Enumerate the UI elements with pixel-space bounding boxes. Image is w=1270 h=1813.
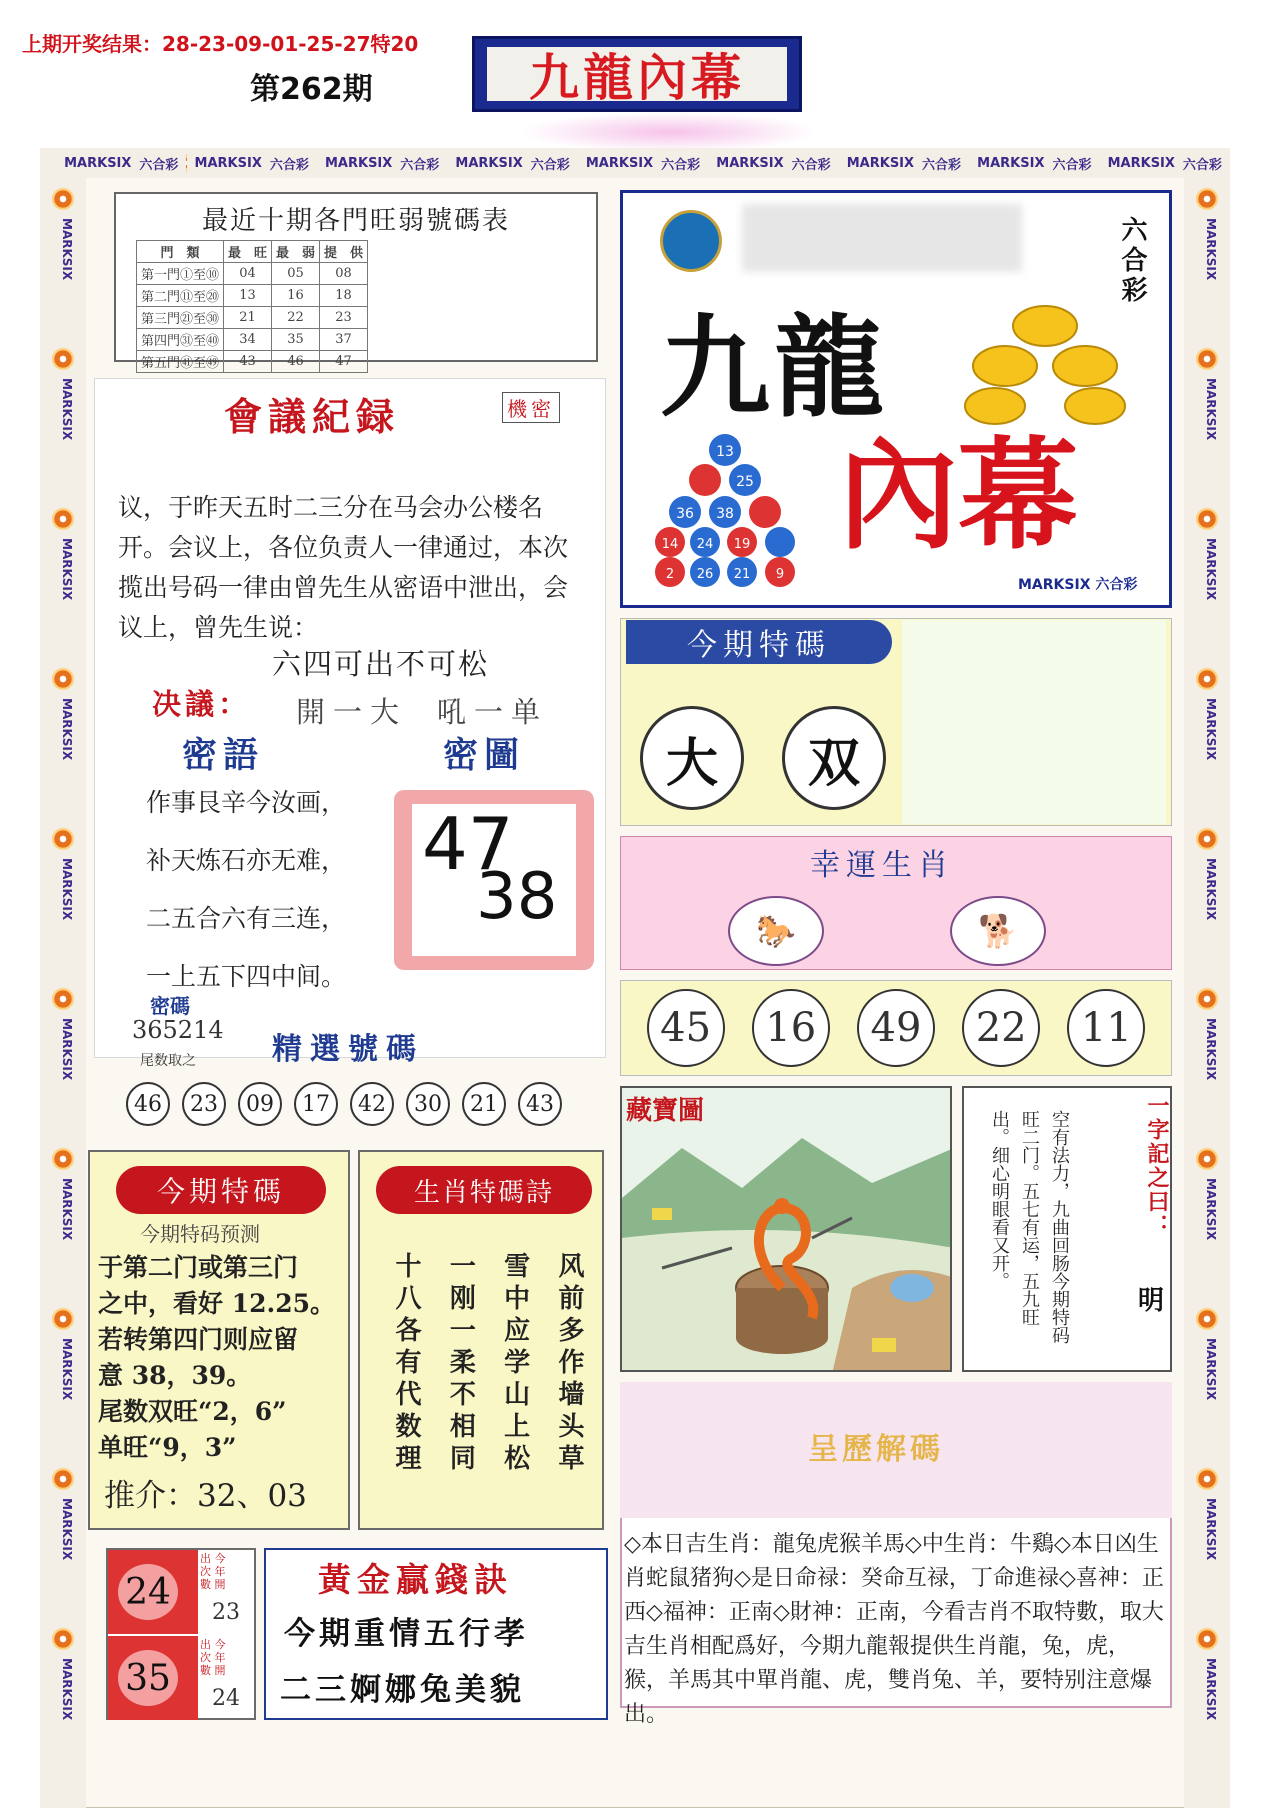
table-cell: 第四門㉛至㊵ (137, 329, 224, 351)
secret-code-note: 尾数取之 (140, 1053, 196, 1069)
treasure-map-panel (620, 1086, 952, 1372)
one-char-title: 一字記之曰： (1144, 1094, 1170, 1238)
number-ball: 46 (126, 1082, 170, 1126)
table-header-row (137, 241, 368, 263)
band-text: MARKSIX (1204, 1658, 1218, 1721)
special-code-ball: 大 (640, 706, 744, 810)
lottery-balls-icon (650, 430, 800, 590)
prediction-line: 之中，看好 12.25。 (98, 1289, 335, 1318)
top-border-band (40, 148, 1230, 178)
table-cell: 05 (272, 263, 320, 285)
five-numbers-panel (620, 980, 1172, 1076)
one-char-text: 空有法力，九曲回肠今期特码旺二门。五七有运，五九旺出。细心明眼看又开。 (989, 1110, 1070, 1344)
table-row (137, 351, 368, 373)
ball-number: 21 (733, 567, 751, 582)
secret-picture (394, 790, 594, 970)
band-text: MARKSIX (1204, 858, 1218, 921)
table-title: 最近十期各門旺弱號碼表 (201, 206, 510, 236)
table-cell: 37 (320, 329, 368, 351)
band-text-cn: 六合彩 (1182, 157, 1222, 173)
table-cell: 46 (272, 351, 320, 373)
poem-column (388, 1252, 425, 1512)
number-stats-panel (106, 1548, 256, 1720)
table-cell: 35 (272, 329, 320, 351)
band-text: MARKSIX (846, 155, 915, 171)
band-text: MARKSIX (60, 218, 74, 281)
decision-label: 决議： (152, 687, 252, 721)
zodiac-poem-title: 生肖特碼詩 (376, 1166, 592, 1214)
band-text: MARKSIX (60, 1338, 74, 1401)
band-text-cn: 六合彩 (269, 157, 309, 173)
band-text: MARKSIX (194, 155, 262, 171)
band-text-cn: 六合彩 (922, 157, 962, 173)
horse-icon: 🐎 (728, 896, 824, 966)
gold-tip-title: 黃金贏錢訣 (318, 1560, 513, 1599)
number-ball: 11 (1067, 989, 1145, 1067)
stat-value: 24 (212, 1686, 240, 1711)
handwritten-number: 47 (422, 802, 514, 886)
number-ball: 09 (238, 1082, 282, 1126)
stat-number-ball: 35 (118, 1650, 178, 1706)
table-cell: 18 (320, 285, 368, 307)
number-ball: 22 (962, 989, 1040, 1067)
ball-number: 38 (716, 506, 734, 522)
flower-icon (1196, 668, 1218, 690)
table-cell: 16 (272, 285, 320, 307)
emblem-logo (660, 210, 722, 272)
column-header: 提 供 (320, 241, 368, 263)
band-text: MARKSIX (324, 155, 393, 171)
right-border-band (1184, 178, 1230, 1808)
confidential-tag: 機密 (502, 392, 560, 423)
band-text: MARKSIX (60, 1178, 74, 1241)
prediction-line: 单旺“9，3” (98, 1433, 237, 1462)
table (136, 240, 368, 373)
flower-icon (52, 828, 74, 850)
column-header: 最 弱 (272, 241, 320, 263)
number-ball: 30 (406, 1082, 450, 1126)
table-row (137, 285, 368, 307)
flower-icon (1196, 508, 1218, 530)
selected-numbers (126, 1082, 606, 1126)
ball-number: 19 (733, 537, 751, 552)
zodiac-poem (388, 1252, 588, 1512)
prediction-subtitle: 今期特码预测 (140, 1222, 260, 1246)
band-text: MARKSIX (455, 155, 523, 171)
band-text: MARKSIX (1204, 1338, 1218, 1401)
table-cell: 04 (224, 263, 272, 285)
stat-label: 出 今 次 年 數 開 (200, 1552, 226, 1591)
flower-icon (52, 188, 74, 210)
secret-code: 365214 (132, 1016, 224, 1044)
column-header: 門 類 (137, 241, 224, 263)
flower-icon (52, 348, 74, 370)
previous-result: 上期开奖结果：28-23-09-01-25-27特20 (22, 32, 419, 56)
table-row (137, 307, 368, 329)
band-text: MARKSIX (60, 1498, 74, 1561)
gold-tip-line: 今期重情五行孝 (284, 1616, 529, 1652)
meeting-title: 會議紀録 (224, 394, 401, 439)
gate-number-table (114, 192, 598, 371)
poem-line: 二五合六有三连， (146, 904, 347, 933)
issue-number: 第262期 (250, 72, 373, 107)
band-text: MARKSIX (716, 155, 784, 171)
band-text-cn: 六合彩 (400, 157, 440, 173)
mark-six-label: 六合彩 (1117, 216, 1147, 306)
table-cell: 43 (224, 351, 272, 373)
flower-icon (52, 668, 74, 690)
flower-icon (1196, 188, 1218, 210)
blurred-area (742, 204, 1022, 272)
band-text: MARKSIX (1107, 155, 1175, 171)
table-cell: 13 (224, 285, 272, 307)
column-header: 最 旺 (224, 241, 272, 263)
prediction-text (98, 1250, 348, 1466)
table-cell: 21 (224, 307, 272, 329)
band-text: MARKSIX (60, 698, 74, 761)
number-ball: 43 (518, 1082, 562, 1126)
poem-column (551, 1252, 588, 1512)
stat-row (108, 1636, 254, 1720)
band-text: MARKSIX (1204, 1018, 1218, 1081)
flower-icon (1196, 828, 1218, 850)
band-text-cn: 六合彩 (139, 157, 179, 173)
band-text: MARKSIX (585, 155, 654, 171)
band-text-cn: 六合彩 (530, 157, 570, 173)
flower-icon (52, 1148, 74, 1170)
treasure-map-title: 藏寶圖 (626, 1096, 705, 1126)
flower-icon (1196, 1308, 1218, 1330)
ball-number: 2 (665, 567, 675, 582)
decision-item: 吼一单 (437, 695, 549, 729)
flower-icon (52, 1308, 74, 1330)
number-ball: 21 (462, 1082, 506, 1126)
one-char-answer: 明 (1138, 1286, 1165, 1316)
prediction-line: 于第二门或第三门 (98, 1253, 299, 1282)
stat-row (108, 1550, 254, 1634)
recommend-text: 推介：32、03 (104, 1478, 307, 1514)
lucky-zodiac-title: 幸運生肖 (810, 848, 954, 883)
table-cell: 23 (320, 307, 368, 329)
almanac-decode-text: ◇本日吉生肖：龍兔虎猴羊馬◇中生肖：牛鷄◇本日凶生肖蛇鼠猪狗◇是日命禄：癸命互禄，丁命進禄◇喜神：正西◇福神：正南◇財神：正南，今看吉肖不取特數，取大吉生肖相配爲好，今期九龍報提供生肖龍，兔，虎，猴，羊馬其中單肖龍、虎，雙肖兔、羊，要特别注意爆出。 (624, 1532, 1164, 1727)
secret-poem (146, 774, 346, 1006)
prediction-line: 尾数双旺“2，6” (98, 1397, 287, 1426)
gold-tip-line: 二三婀娜兔美貌 (280, 1672, 525, 1708)
poem-column (442, 1252, 479, 1512)
ball-number: 9 (775, 567, 785, 582)
stat-value: 23 (212, 1600, 240, 1625)
band-text-cn: 六合彩 (661, 157, 701, 173)
band-text: MARKSIX (1204, 218, 1218, 281)
band-text: MARKSIX (60, 538, 74, 601)
table-cell: 47 (320, 351, 368, 373)
band-text: MARKSIX (60, 858, 74, 921)
band-text: MARKSIX (60, 378, 74, 441)
table-cell: 第三門㉑至㉚ (137, 307, 224, 329)
poem-line: 一上五下四中间。 (146, 962, 347, 991)
number-ball: 16 (752, 989, 830, 1067)
logo-title-neimu: 內幕 (838, 425, 1078, 566)
handwritten-number: 38 (476, 860, 558, 934)
logo-title-jiulong: 九龍 (660, 303, 888, 432)
secret-code-label: 密碼 (150, 994, 190, 1018)
band-text: MARKSIX (1204, 1178, 1218, 1241)
ball-number: 26 (696, 567, 714, 582)
poem-column-text: 风前多作墙头草 (553, 1252, 584, 1476)
special-code-ball: 双 (782, 706, 886, 810)
table-cell: 22 (272, 307, 320, 329)
secret-words-label: 密語 (182, 735, 265, 776)
ball-number: 25 (736, 474, 754, 490)
special-code-title: 今期特碼 (116, 1166, 326, 1214)
secret-picture-label: 密圖 (443, 735, 526, 776)
poem-line: 作事艮辛今汝画， (146, 788, 347, 817)
flower-icon (1196, 1468, 1218, 1490)
flower-icon (1196, 988, 1218, 1010)
ball-number: 14 (661, 537, 679, 552)
ball-number: 36 (676, 506, 694, 522)
poem-column (497, 1252, 534, 1512)
flower-icon (1196, 1148, 1218, 1170)
meeting-body-text: 议，于昨天五时二三分在马会办公楼名开。会议上，各位负责人一律通过，本次揽出号码一律由曾先生从密语中泄出，会议上，曾先生说： (118, 493, 569, 642)
band-text: MARKSIX (64, 155, 132, 171)
almanac-decode-title: 呈歷解碼 (808, 1432, 944, 1467)
header-glow (520, 112, 820, 152)
number-ball: 17 (294, 1082, 338, 1126)
selected-numbers-label: 精選號碼 (272, 1032, 424, 1067)
left-border-band (40, 178, 86, 1808)
treasure-illustration (622, 1088, 952, 1372)
table-row (137, 329, 368, 351)
meeting-verse: 六四可出不可松 (272, 647, 490, 681)
number-ball: 42 (350, 1082, 394, 1126)
flower-icon (52, 988, 74, 1010)
special-code-title: 今期特碼 (626, 620, 892, 664)
decision-item: 開一大 (296, 695, 408, 729)
band-text: MARKSIX (977, 155, 1045, 171)
blurred-area (902, 620, 1166, 824)
flower-icon (52, 1628, 74, 1650)
band-text-cn: 六合彩 (1052, 157, 1092, 173)
poem-line: 补天炼石亦无难， (146, 846, 347, 875)
table-row (137, 263, 368, 285)
flower-icon (1196, 348, 1218, 370)
number-ball: 23 (182, 1082, 226, 1126)
stat-number-ball: 24 (118, 1564, 178, 1620)
band-text: MARKSIX (60, 1658, 74, 1721)
table-cell: 第一門①至⑩ (137, 263, 224, 285)
table-cell: 第二門⑪至⑳ (137, 285, 224, 307)
stat-label: 出 今 次 年 數 開 (200, 1638, 226, 1677)
gold-ingot-icon (960, 296, 1130, 426)
flower-icon (52, 508, 74, 530)
poem-column-text: 一刚一柔不相同 (445, 1252, 476, 1476)
poem-column-text: 十八各有代数理 (391, 1252, 421, 1476)
marksix-label: MARKSIX 六合彩 (1018, 577, 1138, 593)
table-cell: 第五門㊶至㊾ (137, 351, 224, 373)
band-text: MARKSIX (1204, 378, 1218, 441)
number-ball: 45 (647, 989, 725, 1067)
table-cell: 08 (320, 263, 368, 285)
band-text: MARKSIX (60, 1018, 74, 1081)
poem-column-text: 雪中应学山上松 (499, 1252, 530, 1476)
banner-title: 九龍內幕 (529, 48, 745, 107)
band-text: MARKSIX (1204, 538, 1218, 601)
band-text: MARKSIX (1204, 698, 1218, 761)
flower-icon (52, 1468, 74, 1490)
flower-icon (1196, 1628, 1218, 1650)
dog-icon: 🐕 (950, 896, 1046, 966)
table-cell: 34 (224, 329, 272, 351)
prediction-line: 意 38，39。 (98, 1361, 252, 1390)
header-banner (472, 36, 802, 112)
prediction-line: 若转第四门则应留 (98, 1325, 299, 1354)
band-text: MARKSIX (1204, 1498, 1218, 1561)
ball-number: 13 (716, 444, 734, 460)
band-text-cn: 六合彩 (791, 157, 831, 173)
number-ball: 49 (857, 989, 935, 1067)
ball-number: 24 (696, 537, 714, 552)
